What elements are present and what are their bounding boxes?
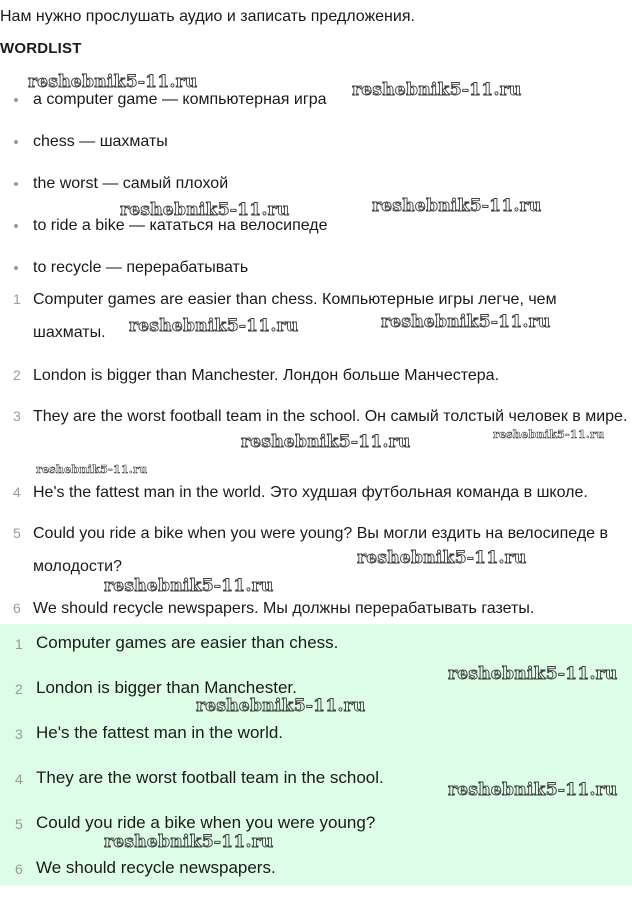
watermark: reshebnik5-11.ru <box>36 463 148 476</box>
watermark: reshebnik5-11.ru <box>357 548 527 568</box>
watermark: reshebnik5-11.ru <box>196 696 366 716</box>
bullet-icon <box>14 224 18 228</box>
bullet-icon <box>14 266 18 270</box>
watermark: reshebnik5-11.ru <box>241 432 411 452</box>
answer-block: 1 Computer games are easier than chess. 2 London is bigger than Manchester. 3 He's the fattest man in the world. 4 They are the worst football team in the school. 5 Could you ride a bike when you were young? 6 We should recycle newspapers. <box>0 624 632 886</box>
watermark: reshebnik5-11.ru <box>28 72 198 92</box>
watermark: reshebnik5-11.ru <box>448 780 618 800</box>
watermark: reshebnik5-11.ru <box>129 316 299 336</box>
bullet-icon <box>14 182 18 186</box>
watermark: reshebnik5-11.ru <box>104 832 274 852</box>
watermark: reshebnik5-11.ru <box>448 664 618 684</box>
watermark: reshebnik5-11.ru <box>120 200 290 220</box>
bullet-icon <box>14 140 18 144</box>
wordlist-heading: WORDLIST <box>0 40 82 57</box>
watermark: reshebnik5-11.ru <box>372 196 542 216</box>
watermark: reshebnik5-11.ru <box>381 312 551 332</box>
watermark: reshebnik5-11.ru <box>104 576 274 596</box>
watermark: reshebnik5-11.ru <box>493 428 605 441</box>
intro-text: Нам нужно прослушать аудио и записать предложения. <box>0 8 415 25</box>
watermark: reshebnik5-11.ru <box>352 80 522 100</box>
bullet-icon <box>14 98 18 102</box>
